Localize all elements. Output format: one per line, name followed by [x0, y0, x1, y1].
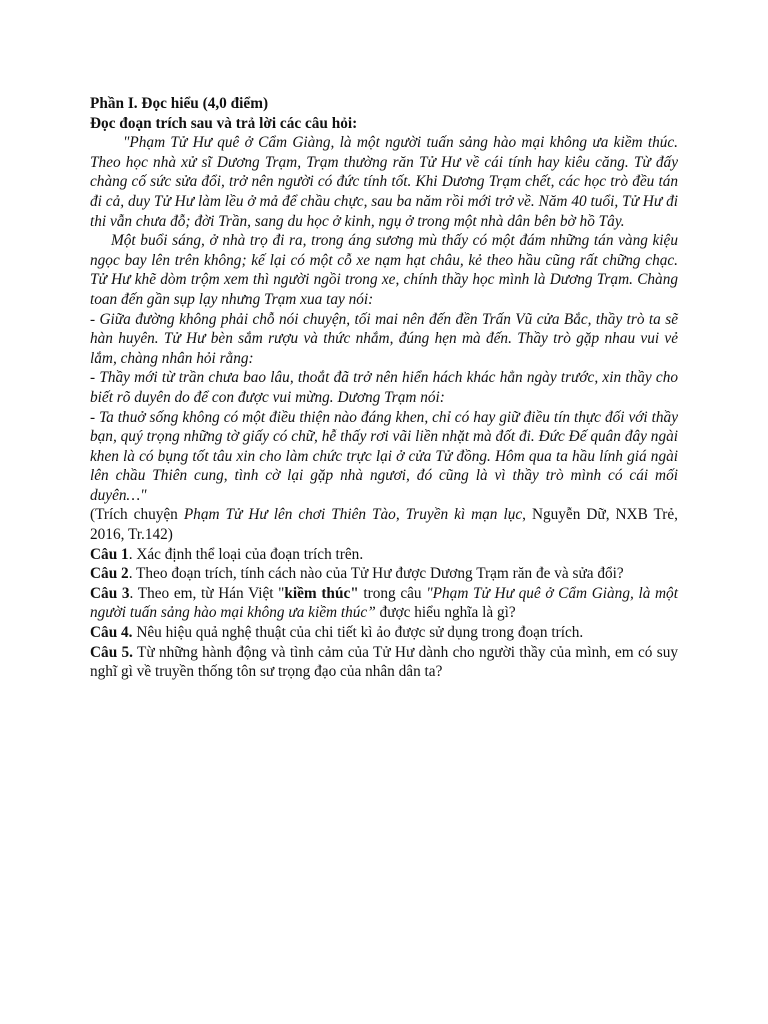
question-text-pre: . Theo em, từ Hán Việt ": [129, 584, 285, 602]
question-1: [90, 545, 678, 565]
excerpt-dialogue: - Thầy mới từ trần chưa bao lâu, thoắt đã trở nên hiển hách khác hẳn ngày trước, xin thầy cho biết rõ duyên do để con được vui mừng. Dương Trạm nói:: [90, 369, 678, 406]
question-list: [90, 545, 678, 682]
question-label: Câu 1: [90, 545, 129, 563]
excerpt-dialogue: - Giữa đường không phải chỗ nói chuyện, tối mai nên đến đền Trấn Vũ cửa Bắc, thầy trò ta sẽ hàn huyên. Tử Hư bèn sắm rượu và thức nhắm, đúng hẹn mà đến. Thầy trò gặp nhau vui vẻ lắm, chàng nhân hỏi rằng:: [90, 310, 678, 367]
source-prefix: (Trích chuyện: [90, 506, 184, 524]
question-label: Câu 2: [90, 565, 129, 583]
question-term: kiềm thúc": [284, 584, 359, 602]
question-label: Câu 3: [90, 584, 130, 602]
question-label: Câu 5.: [90, 643, 133, 661]
source-suffix: , Nguyễn Dữ, NXB Trẻ, 2016, Tr.142): [90, 506, 679, 544]
excerpt-dialogue: - Ta thuở sống không có một điều thiện nào đáng khen, chỉ có hay giữ điều tín thực đối với thầy bạn, quý trọng những tờ giấy có chữ, hễ thấy rơi vãi liền nhặt mà đốt đi. Đức Đế quân đây ngài khen là có bụng tốt tâu xin cho làm chức trực lại ở cửa Tử đồng. Hôm qua ta hầu lính giá ngài lên chầu Thiên cung, tình cờ lại gặp nhà ngươi, đó cũng là vì thầy trò mình có cái mối duyên…": [90, 408, 678, 504]
document-page: [90, 94, 678, 682]
excerpt-paragraph: Một buổi sáng, ở nhà trọ đi ra, trong áng sương mù thấy có một đám những tán vàng kiệu ngọc bay lên trên không; kế lại có một cỗ xe nạm hạt châu, kẻ theo hầu cũng rất chững chạc. Tử Hư khẽ dòm trộm xem thì người ngồi trong xe, chính thầy học mình là Dương Trạm. Chàng toan đến gần sụp lạy nhưng Trạm xua tay nói:: [90, 232, 678, 308]
question-5: [90, 643, 678, 682]
source-citation: [90, 505, 678, 544]
question-text: . Xác định thể loại của đoạn trích trên.: [128, 545, 364, 563]
section-heading: Phần I. Đọc hiểu (4,0 điểm): [90, 95, 269, 112]
question-4: [90, 623, 678, 643]
question-text: Nêu hiệu quả nghệ thuật của chi tiết kì ảo được sử dụng trong đoạn trích.: [132, 624, 584, 642]
question-text: Từ những hành động và tình cảm của Tử Hư dành cho người thầy của mình, em có suy nghĩ gì về truyền thống tôn sư trọng đạo của nhân dân ta?: [90, 643, 678, 681]
question-quote: "Phạm Tử Hư quê ở Cẩm Giàng, là một người tuấn sảng hào mại không ưa kiềm thúc”: [90, 584, 678, 622]
question-2: [90, 564, 678, 584]
source-title: Phạm Tử Hư lên chơi Thiên Tào, Truyền kì mạn lục: [183, 506, 523, 524]
question-3: [90, 584, 678, 623]
question-label: Câu 4.: [90, 624, 133, 642]
reading-instruction: Đọc đoạn trích sau và trả lời các câu hỏi:: [90, 114, 358, 132]
excerpt: [90, 133, 678, 505]
question-text-mid: trong câu: [358, 584, 427, 602]
question-text-post: được hiểu nghĩa là gì?: [375, 604, 516, 622]
question-text: . Theo đoạn trích, tính cách nào của Tử Hư được Dương Trạm răn đe và sửa đổi?: [128, 565, 624, 583]
excerpt-paragraph: "Phạm Tử Hư quê ở Cẩm Giàng, là một người tuấn sảng hào mại không ưa kiềm thúc. Theo học nhà xử sĩ Dương Trạm, Trạm thường răn Tử Hư về cái tính hay kiêu căng. Từ đấy chàng cố sức sửa đổi, trở nên người có đức tính tốt. Khi Dương Trạm chết, các học trò đều tán đi cả, duy Tử Hư làm lều ở mả để chầu chực, sau ba năm rồi mới trở về. Năm 40 tuổi, Tử Hư đi thi vẫn chưa đỗ; đời Trần, sang du học ở kinh, ngụ ở trong một nhà dân bên bờ hồ Tây.: [90, 134, 678, 230]
